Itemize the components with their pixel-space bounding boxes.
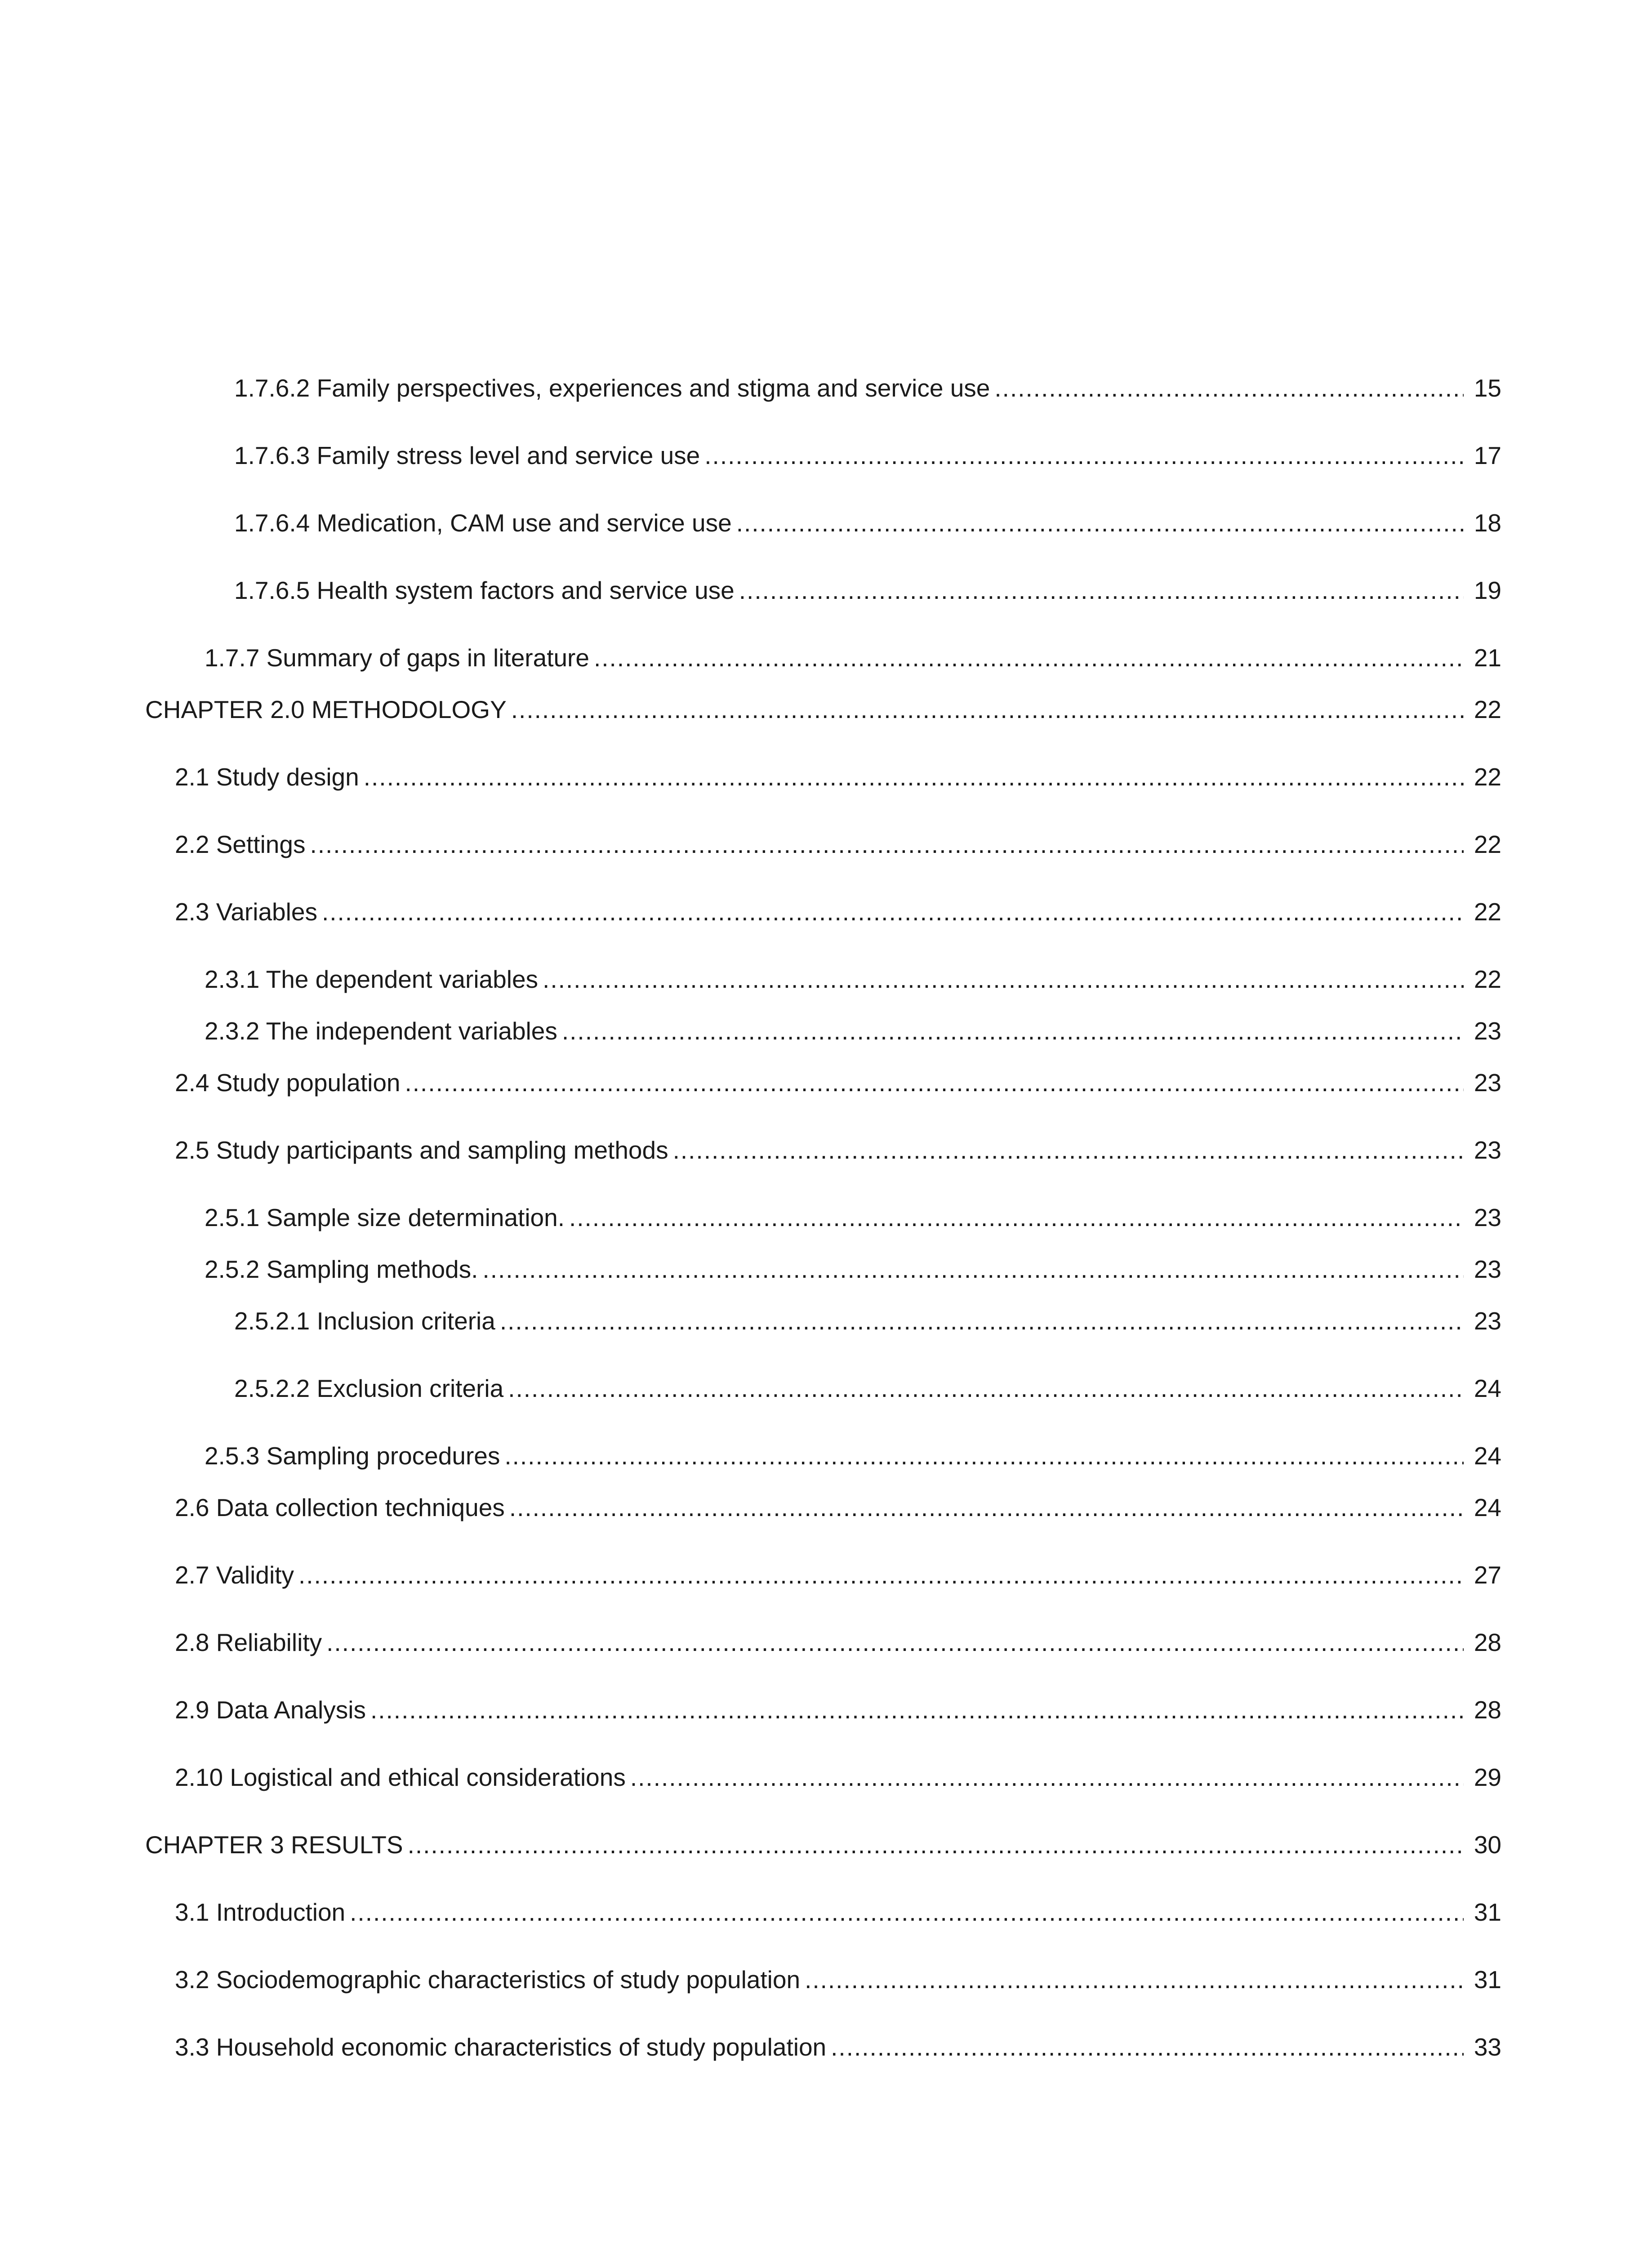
toc-entry[interactable] — [175, 1759, 1501, 1795]
toc-entry[interactable] — [234, 572, 1501, 608]
toc-entry[interactable] — [234, 1303, 1501, 1339]
toc-entry-title: 2.5.1 Sample size determination. — [205, 1204, 565, 1231]
dot-leader — [500, 1303, 1464, 1339]
dot-leader — [831, 2029, 1464, 2065]
dot-leader — [482, 1251, 1464, 1287]
dot-leader — [364, 759, 1464, 795]
toc-entry-title: 2.7 Validity — [175, 1561, 294, 1589]
toc-entry[interactable] — [205, 1200, 1501, 1236]
toc-entry-title: 3.1 Introduction — [175, 1898, 346, 1926]
toc-entry-page: 23 — [1474, 1136, 1501, 1164]
toc-entry-title: 1.7.6.3 Family stress level and service use — [234, 442, 700, 469]
toc-entry-title: 2.6 Data collection techniques — [175, 1494, 505, 1521]
toc-entry-page: 27 — [1474, 1561, 1501, 1589]
toc-entry-title: 2.3.1 The dependent variables — [205, 965, 539, 993]
dot-leader — [405, 1065, 1464, 1101]
toc-entry-title: 2.5.2 Sampling methods. — [205, 1255, 478, 1283]
toc-entry-title: 2.9 Data Analysis — [175, 1696, 366, 1724]
toc-entry[interactable] — [145, 1827, 1501, 1863]
toc-entry[interactable] — [175, 1132, 1501, 1168]
toc-entry-title: CHAPTER 3 RESULTS — [145, 1831, 403, 1859]
toc-entry[interactable] — [175, 759, 1501, 795]
toc-entry-page: 31 — [1474, 1966, 1501, 1994]
toc-entry-title: 2.8 Reliability — [175, 1628, 322, 1656]
toc-entry-title: 2.1 Study design — [175, 763, 359, 791]
toc-entry-page: 23 — [1474, 1307, 1501, 1335]
toc-entry[interactable] — [175, 894, 1501, 930]
toc-entry[interactable] — [175, 1624, 1501, 1660]
dot-leader — [310, 826, 1464, 862]
toc-entry-title: 2.3 Variables — [175, 898, 317, 926]
dot-leader — [509, 1490, 1464, 1525]
dot-leader — [350, 1894, 1464, 1930]
toc-entry[interactable] — [205, 961, 1501, 997]
toc-entry[interactable] — [145, 691, 1501, 727]
toc-entry-page: 22 — [1474, 965, 1501, 993]
dot-leader — [739, 572, 1464, 608]
toc-entry-page: 18 — [1474, 509, 1501, 537]
toc-entry-title: 1.7.6.2 Family perspectives, experiences and stigma and service use — [234, 374, 990, 402]
toc-entry-page: 33 — [1474, 2033, 1501, 2061]
toc-entry-page: 24 — [1474, 1494, 1501, 1521]
dot-leader — [704, 437, 1464, 473]
toc-entry-title: CHAPTER 2.0 METHODOLOGY — [145, 696, 507, 723]
toc-entry-page: 24 — [1474, 1442, 1501, 1470]
toc-entry-title: 2.3.2 The independent variables — [205, 1017, 557, 1045]
toc-entry-title: 2.2 Settings — [175, 830, 306, 858]
toc-entry-title: 2.5.2.1 Inclusion criteria — [234, 1307, 495, 1335]
toc-entry-page: 15 — [1474, 374, 1501, 402]
toc-entry[interactable] — [234, 505, 1501, 541]
toc-entry-page: 28 — [1474, 1696, 1501, 1724]
toc-entry[interactable] — [175, 1692, 1501, 1728]
dot-leader — [994, 370, 1464, 406]
toc-entry-title: 3.3 Household economic characteristics of study population — [175, 2033, 827, 2061]
toc-entry[interactable] — [175, 1557, 1501, 1593]
dot-leader — [508, 1370, 1464, 1406]
dot-leader — [408, 1827, 1464, 1863]
toc-entry[interactable] — [175, 1894, 1501, 1930]
toc-entry-title: 2.5 Study participants and sampling methods — [175, 1136, 668, 1164]
dot-leader — [805, 1962, 1464, 1998]
toc-entry[interactable] — [234, 1370, 1501, 1406]
toc-entry[interactable] — [175, 2029, 1501, 2065]
toc-entry-page: 23 — [1474, 1255, 1501, 1283]
toc-entry-page: 19 — [1474, 576, 1501, 604]
toc-entry-title: 1.7.6.4 Medication, CAM use and service use — [234, 509, 732, 537]
dot-leader — [673, 1132, 1464, 1168]
toc-entry-page: 21 — [1474, 644, 1501, 672]
dot-leader — [562, 1013, 1464, 1049]
toc-entry-page: 17 — [1474, 442, 1501, 469]
dot-leader — [326, 1624, 1464, 1660]
toc-entry-page: 22 — [1474, 696, 1501, 723]
dot-leader — [504, 1438, 1464, 1474]
toc-entry-title: 2.5.2.2 Exclusion criteria — [234, 1374, 504, 1402]
toc-entry-page: 24 — [1474, 1374, 1501, 1402]
toc-entry-page: 23 — [1474, 1017, 1501, 1045]
dot-leader — [322, 894, 1464, 930]
toc-entry[interactable] — [234, 370, 1501, 406]
toc-entry-title: 2.4 Study population — [175, 1069, 401, 1097]
toc-entry[interactable] — [205, 1438, 1501, 1474]
toc-entry-title: 1.7.6.5 Health system factors and service use — [234, 576, 735, 604]
dot-leader — [630, 1759, 1464, 1795]
toc-entry-page: 22 — [1474, 898, 1501, 926]
toc-entry[interactable] — [175, 1065, 1501, 1101]
toc-entry[interactable] — [175, 1962, 1501, 1998]
toc-entry-page: 22 — [1474, 763, 1501, 791]
toc-entry-title: 1.7.7 Summary of gaps in literature — [205, 644, 589, 672]
toc-entry-page: 23 — [1474, 1204, 1501, 1231]
toc-entry[interactable] — [205, 1251, 1501, 1287]
toc-entry-title: 2.5.3 Sampling procedures — [205, 1442, 500, 1470]
dot-leader — [569, 1200, 1464, 1236]
dot-leader — [543, 961, 1464, 997]
toc-entry-page: 30 — [1474, 1831, 1501, 1859]
dot-leader — [370, 1692, 1464, 1728]
dot-leader — [594, 640, 1464, 676]
toc-entry[interactable] — [175, 1490, 1501, 1525]
dot-leader — [736, 505, 1464, 541]
toc-entry[interactable] — [175, 826, 1501, 862]
toc-entry-page: 22 — [1474, 830, 1501, 858]
dot-leader — [298, 1557, 1464, 1593]
toc-entry-page: 28 — [1474, 1628, 1501, 1656]
dot-leader — [511, 691, 1464, 727]
toc-entry[interactable] — [205, 640, 1501, 676]
toc-entry-page: 29 — [1474, 1763, 1501, 1791]
toc-entry-title: 3.2 Sociodemographic characteristics of study population — [175, 1966, 801, 1994]
toc-entry-title: 2.10 Logistical and ethical considerations — [175, 1763, 626, 1791]
toc-entry[interactable] — [205, 1013, 1501, 1049]
toc-entry[interactable] — [234, 437, 1501, 473]
toc-entry-page: 23 — [1474, 1069, 1501, 1097]
toc-entry-page: 31 — [1474, 1898, 1501, 1926]
